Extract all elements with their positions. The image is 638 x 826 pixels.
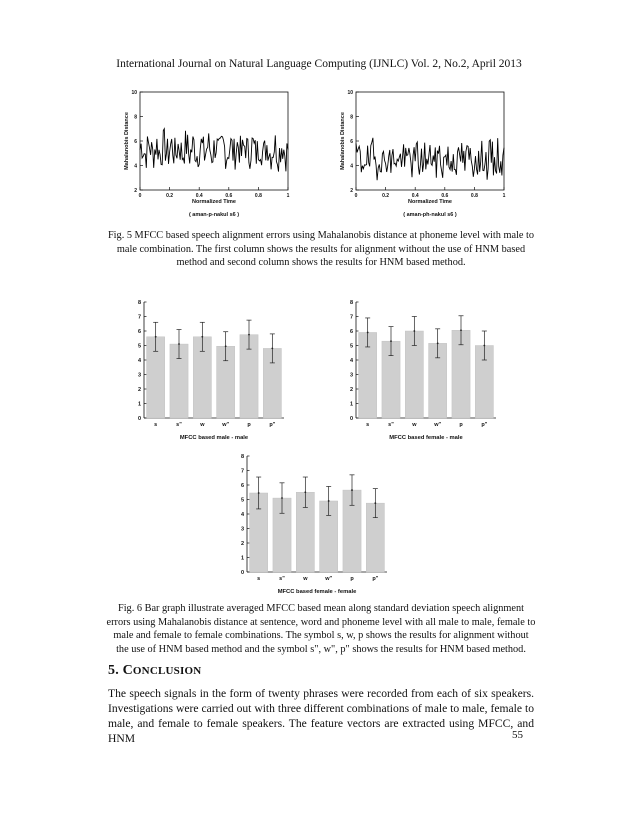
x-tick-label: 1	[502, 193, 506, 199]
y-tick-label: 5	[349, 343, 353, 350]
y-tick-label: 7	[349, 314, 353, 321]
y-tick-label: 4	[137, 358, 141, 364]
y-tick-label: 8	[350, 114, 353, 121]
mean-marker	[390, 340, 392, 342]
y-tick-label: 4	[350, 163, 353, 170]
x-tick-label: 0.4	[195, 193, 203, 199]
x-tick-label: p"	[372, 576, 379, 582]
x-tick-label: 1	[286, 193, 290, 199]
chart-title: MFCC based female - male	[389, 435, 463, 441]
x-tick-label: s"	[279, 576, 285, 582]
y-tick-label: 6	[134, 139, 137, 145]
plot-caption: ( aman-ph-nakul s6 )	[403, 212, 457, 218]
y-tick-label: 0	[240, 570, 244, 576]
x-tick-label: 0.6	[441, 193, 449, 199]
y-tick-label: 4	[134, 163, 137, 170]
section-title-rest: ONCLUSION	[132, 665, 202, 677]
x-tick-label: w	[412, 422, 417, 428]
y-tick-label: 3	[349, 372, 353, 379]
fig5-line-plot-2	[336, 86, 516, 222]
y-tick-label: 4	[349, 358, 353, 364]
y-tick-label: 4	[240, 512, 244, 518]
y-tick-label: 2	[349, 387, 353, 393]
y-tick-label: 10	[131, 90, 137, 96]
y-tick-label: 2	[134, 188, 137, 194]
section-heading	[108, 663, 201, 679]
y-tick-label: 5	[137, 343, 141, 350]
x-tick-label: s"	[388, 422, 394, 428]
mean-marker	[155, 336, 157, 338]
y-tick-label: 6	[349, 329, 353, 335]
fig6-bar-chart-male-male	[130, 296, 290, 446]
y-tick-label: 5	[240, 497, 244, 504]
fig6-caption: Fig. 6 Bar graph illustrate averaged MFCC based mean along standard deviation speech alignment errors using Mahalanobis distance at sentence, word and phoneme level with all male to male, female to male and female to female combinations. The symbol s, w, p shows the results for alignment without the use of HNM based method and the symbol s", w", p" shows the results for HNM based method.	[106, 603, 536, 655]
x-axis-label: Normalized Time	[192, 199, 236, 205]
mean-marker	[328, 500, 330, 502]
x-tick-label: 0.8	[254, 193, 262, 199]
y-tick-label: 1	[240, 555, 244, 562]
fig5-caption: Fig. 5 MFCC based speech alignment errors using Mahalanobis distance at phoneme level with male to male combination. The first column shows the results for alignment without the use of HNM based method and second column shows the results for HNM based method.	[107, 230, 535, 268]
mean-marker	[413, 330, 415, 332]
body-paragraph: The speech signals in the form of twenty phrases were recorded from each of six speakers. Investigations were carried out with three different combinations of male to male, female to male, and female to female speakers. The feature vectors are extracted using MFCC, and HNM	[108, 687, 534, 745]
x-tick-label: 0	[354, 193, 358, 199]
y-tick-label: 10	[347, 90, 353, 96]
mean-marker	[437, 342, 439, 344]
x-tick-label: w"	[325, 576, 333, 582]
y-tick-label: 2	[240, 541, 244, 547]
y-tick-label: 0	[137, 416, 141, 422]
mean-marker	[281, 497, 283, 499]
x-tick-label: s"	[176, 422, 182, 428]
distance-series-line	[356, 138, 504, 180]
running-header: International Journal on Natural Language Computing (IJNLC) Vol. 2, No.2, April 2013	[116, 58, 522, 70]
mean-marker	[304, 491, 306, 493]
y-tick-label: 3	[240, 526, 244, 533]
y-tick-label: 1	[349, 401, 353, 408]
x-tick-label: 0.6	[225, 193, 233, 199]
y-tick-label: 2	[137, 387, 141, 393]
x-tick-label: w"	[434, 422, 442, 428]
y-tick-label: 1	[137, 401, 141, 408]
x-tick-label: w	[200, 422, 205, 428]
mean-marker	[367, 332, 369, 334]
y-tick-label: 7	[240, 468, 244, 475]
mean-marker	[374, 502, 376, 504]
y-axis-label: Mahalanobis Distance	[124, 112, 130, 170]
y-tick-label: 7	[137, 314, 141, 321]
x-tick-label: s	[366, 422, 370, 428]
section-number: 5.	[108, 663, 119, 678]
mean-marker	[225, 345, 227, 347]
y-tick-label: 6	[240, 483, 244, 489]
y-tick-label: 3	[137, 372, 141, 379]
x-tick-label: p	[247, 422, 251, 428]
distance-series-line	[140, 129, 288, 172]
x-tick-label: 0.2	[166, 193, 174, 199]
fig6-bar-chart-female-male	[342, 296, 502, 446]
x-tick-label: 0.8	[470, 193, 478, 199]
y-axis-label: Mahalanobis Distance	[340, 112, 346, 170]
y-tick-label: 2	[350, 188, 353, 194]
x-tick-label: 0	[138, 193, 142, 199]
chart-title: MFCC based male - male	[179, 435, 249, 441]
y-tick-label: 6	[137, 329, 141, 335]
plot-caption: ( aman-p-nakul s6 )	[188, 212, 240, 218]
mean-marker	[271, 348, 273, 350]
x-tick-label: p"	[481, 422, 488, 428]
y-tick-label: 8	[137, 300, 141, 306]
x-tick-label: w"	[222, 422, 230, 428]
mean-marker	[201, 336, 203, 338]
x-axis-label: Normalized Time	[408, 199, 452, 205]
mean-marker	[460, 329, 462, 331]
y-tick-label: 0	[349, 416, 353, 422]
y-tick-label: 8	[134, 114, 137, 121]
fig5-line-plot-1	[120, 86, 300, 222]
x-tick-label: p	[459, 422, 463, 428]
x-tick-label: p	[350, 576, 354, 582]
y-tick-label: 8	[349, 300, 353, 306]
x-tick-label: s	[154, 422, 158, 428]
fig6-bar-chart-female-female	[233, 450, 393, 600]
section-first-letter: C	[122, 663, 133, 678]
x-tick-label: 0.2	[382, 193, 390, 199]
mean-marker	[258, 492, 260, 494]
x-tick-label: w	[303, 576, 308, 582]
y-tick-label: 8	[240, 454, 244, 460]
y-tick-label: 6	[350, 139, 353, 145]
x-tick-label: p"	[269, 422, 276, 428]
mean-marker	[178, 343, 180, 345]
chart-title: MFCC based female - female	[277, 589, 357, 595]
mean-marker	[248, 334, 250, 336]
mean-marker	[351, 489, 353, 491]
page-number: 55	[512, 729, 523, 741]
x-tick-label: s	[257, 576, 261, 582]
x-tick-label: 0.4	[411, 193, 419, 199]
mean-marker	[483, 345, 485, 347]
